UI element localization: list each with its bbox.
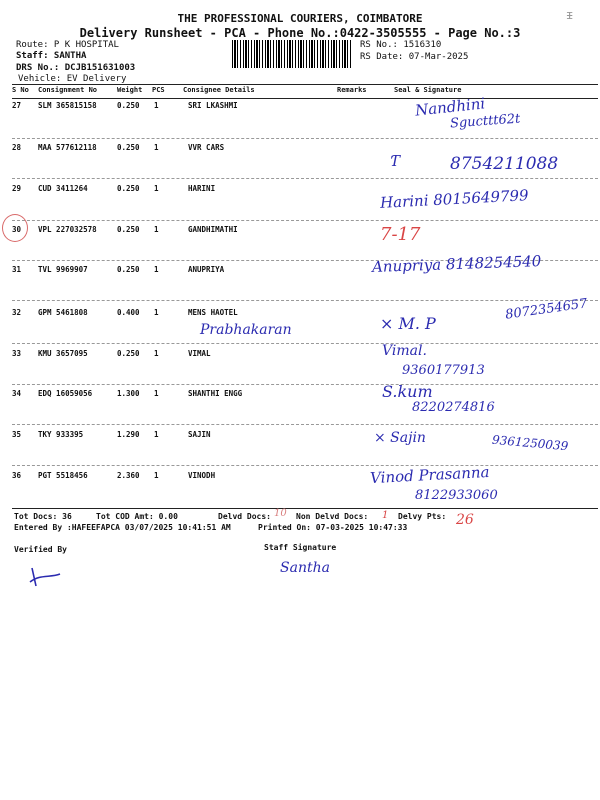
- row-consignee: SAJIN: [188, 430, 211, 439]
- red-circle-mark: [2, 214, 28, 242]
- row-divider: [12, 178, 598, 179]
- row-weight: 1.300: [117, 389, 140, 398]
- row-consignment: TVL 9969907: [38, 265, 88, 274]
- verifier-signature-icon: [26, 564, 66, 590]
- row-sno: 27: [12, 101, 22, 110]
- row-consignee: ANUPRIYA: [188, 265, 225, 274]
- non-delivered-docs-label: Non Delvd Docs:: [296, 512, 369, 521]
- row-consignment: KMU 3657095: [38, 349, 88, 358]
- row-pcs: 1: [154, 184, 159, 193]
- row-weight: 1.290: [117, 430, 140, 439]
- row-sno: 33: [12, 349, 22, 358]
- row-sno: 31: [12, 265, 22, 274]
- row-divider: [12, 465, 598, 466]
- row-sno: 34: [12, 389, 22, 398]
- row-pcs: 1: [154, 101, 159, 110]
- delivered-docs-mark: 10: [274, 508, 287, 519]
- row-consignment: CUD 3411264: [38, 184, 88, 193]
- row-consignment: PGT 5518456: [38, 471, 88, 480]
- total-docs: Tot Docs: 36: [14, 512, 72, 521]
- delivered-docs-label: Delvd Docs:: [218, 512, 271, 521]
- rs-date: RS Date: 07-Mar-2025: [360, 52, 469, 62]
- printed-on: Printed On: 07-03-2025 10:47:33: [258, 523, 408, 532]
- verified-by-label: Verified By: [14, 545, 67, 554]
- signature-row-36: Vinod Prasanna: [369, 462, 490, 488]
- row-pcs: 1: [154, 430, 159, 439]
- signature-row-27: Nandhini: [414, 94, 486, 120]
- staff-info: Staff: SANTHA: [16, 51, 87, 61]
- row-pcs: 1: [154, 349, 159, 358]
- row-weight: 2.360: [117, 471, 140, 480]
- col-remarks: Remarks: [337, 86, 367, 94]
- table-bottom-rule: [12, 508, 598, 509]
- signature-row-27-line2: Sgucttt62t: [449, 111, 521, 132]
- signature-row-31: Anupriya 8148254540: [371, 252, 542, 276]
- row-consignee: SRI LKASHMI: [188, 101, 238, 110]
- row-weight: 0.250: [117, 349, 140, 358]
- row-sno: 35: [12, 430, 22, 439]
- col-consignee: Consignee Details: [183, 86, 255, 94]
- row-consignment: SLM 365815158: [38, 101, 97, 110]
- row-divider: [12, 343, 598, 344]
- signature-row-30: 7-17: [380, 224, 421, 245]
- row-weight: 0.250: [117, 265, 140, 274]
- row-consignee: HARINI: [188, 184, 216, 193]
- row-pcs: 1: [154, 265, 159, 274]
- row-sno: 29: [12, 184, 22, 193]
- signature-row-28: 8754211088: [450, 154, 559, 174]
- signature-row-29: Harini 8015649799: [379, 186, 530, 212]
- row-weight: 0.250: [117, 143, 140, 152]
- signature-row-28-mark: Ƭ: [390, 152, 401, 170]
- phone-row-35: 9361250039: [491, 432, 569, 454]
- staff-signature: Santha: [280, 560, 330, 576]
- handwritten-name-row-32: Prabhakaran: [200, 322, 292, 338]
- row-sno: 36: [12, 471, 22, 480]
- row-consignment: EDQ 16059056: [38, 389, 93, 398]
- phone-row-36: 8122933060: [415, 488, 498, 503]
- signature-row-33: Vimal.: [382, 343, 427, 359]
- runsheet-subtitle: Delivery Runsheet - PCA - Phone No.:0422-3505555 - Page No.:3: [79, 26, 521, 40]
- col-seal-signature: Seal & Signature: [394, 86, 462, 94]
- vehicle-info: Vehicle: EV Delivery: [18, 74, 127, 84]
- row-sno: 28: [12, 143, 22, 152]
- rs-number: RS No.: 1516310: [360, 40, 442, 50]
- phone-row-32: 8072354657: [504, 296, 589, 323]
- total-cod: Tot COD Amt: 0.00: [96, 512, 178, 521]
- delivery-points-mark: 26: [456, 512, 474, 528]
- row-pcs: 1: [154, 389, 159, 398]
- row-consignee: VINODH: [188, 471, 216, 480]
- row-consignee: VVR CARS: [188, 143, 225, 152]
- phone-row-34: 8220274816: [412, 400, 495, 415]
- row-sno: 30: [12, 225, 22, 234]
- row-consignee: GANDHIMATHI: [188, 225, 238, 234]
- row-pcs: 1: [154, 143, 159, 152]
- entered-by: Entered By :HAFEEFAPCA 03/07/2025 10:41:51 AM: [14, 523, 231, 532]
- row-divider: [12, 138, 598, 139]
- barcode: [232, 40, 352, 68]
- row-weight: 0.250: [117, 225, 140, 234]
- delivery-points-label: Delvy Pts:: [398, 512, 447, 521]
- row-weight: 0.250: [117, 184, 140, 193]
- row-sno: 32: [12, 308, 22, 317]
- col-consignment: Consignment No: [38, 86, 98, 94]
- signature-row-34: S.kum: [382, 382, 433, 401]
- header-bottom-rule: [12, 98, 598, 99]
- corner-mark-icon: ᵻ: [566, 8, 574, 22]
- row-consignment: MAA 577612118: [38, 143, 97, 152]
- route-info: Route: P K HOSPITAL: [16, 40, 119, 50]
- row-pcs: 1: [154, 308, 159, 317]
- row-consignment: VPL 227032578: [38, 225, 97, 234]
- row-consignee: SHANTHI ENGG: [188, 389, 243, 398]
- staff-signature-label: Staff Signature: [264, 543, 337, 552]
- row-divider: [12, 384, 598, 385]
- row-pcs: 1: [154, 471, 159, 480]
- col-weight: Weight: [117, 86, 143, 94]
- phone-row-33: 9360177913: [402, 363, 485, 378]
- header-top-rule: [12, 84, 598, 85]
- row-pcs: 1: [154, 225, 159, 234]
- row-divider: [12, 220, 598, 221]
- row-weight: 0.250: [117, 101, 140, 110]
- col-pcs: PCS: [152, 86, 165, 94]
- row-weight: 0.400: [117, 308, 140, 317]
- row-divider: [12, 300, 598, 301]
- row-consignee: MENS HAOTEL: [188, 308, 238, 317]
- row-consignment: GPM 5461808: [38, 308, 88, 317]
- non-delivered-docs-mark: 1: [382, 510, 389, 521]
- drs-info: DRS No.: DCJB151631003: [16, 63, 136, 73]
- row-divider: [12, 424, 598, 425]
- signature-row-35: × Sajin: [374, 430, 426, 446]
- company-title: THE PROFESSIONAL COURIERS, COIMBATORE: [177, 12, 423, 25]
- row-consignee: VIMAL: [188, 349, 211, 358]
- row-consignment: TKY 933395: [38, 430, 84, 439]
- col-sno: S No: [12, 86, 29, 94]
- signature-row-32: × M. P: [380, 314, 436, 333]
